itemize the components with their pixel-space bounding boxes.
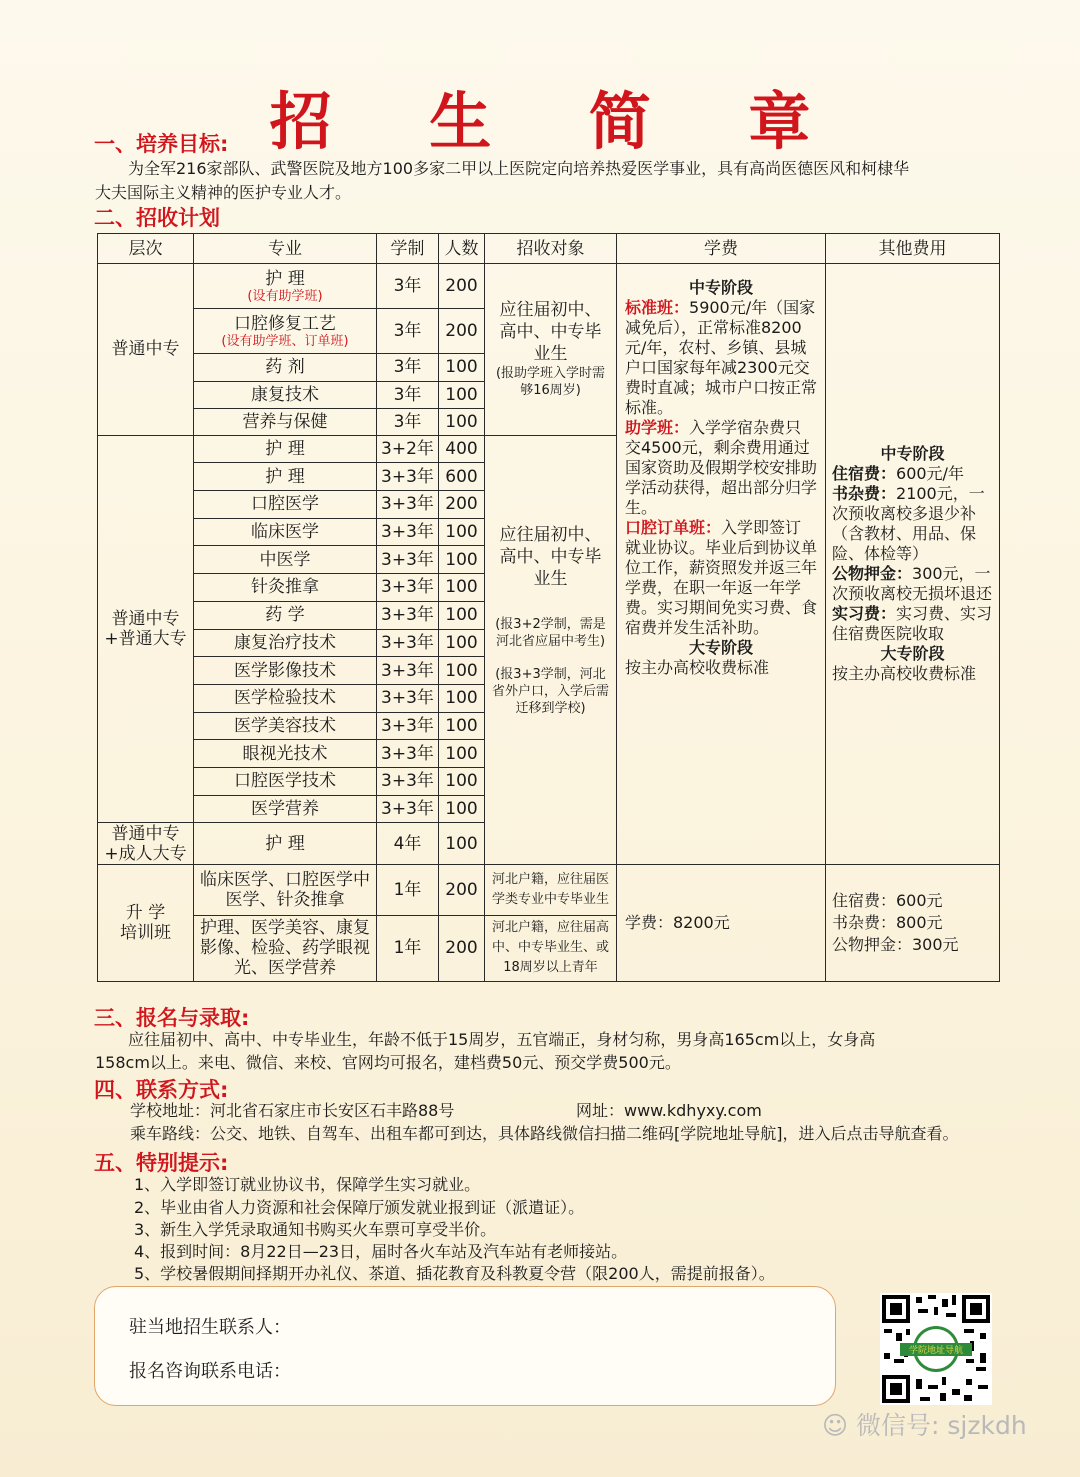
header-count: 人数	[439, 234, 485, 264]
count-cell: 100	[439, 629, 485, 657]
count-cell: 200	[439, 865, 485, 915]
major-cell: 医学美容技术	[194, 712, 377, 740]
college-tuition-text: 按主办高校收费标准	[625, 658, 770, 678]
years-cell: 3+3年	[377, 518, 439, 546]
training-room-fee: 住宿费：600元	[832, 891, 943, 911]
count-cell: 100	[439, 767, 485, 795]
page-title: 招 生 简 章	[269, 85, 849, 158]
count-cell: 100	[439, 408, 485, 435]
major-cell: 药 剂	[194, 354, 377, 381]
section-3-text-line2: 158cm以上。来电、微信、来校、官网均可报名，建档费50元、预交学费500元。	[95, 1053, 681, 1072]
books-fee-text: 2100元，一次预收离校多退少补（含教材、用品、保险、体检等）	[832, 484, 985, 564]
table-row	[98, 865, 1000, 915]
level-cell: 普通中专	[98, 264, 194, 436]
years-cell: 3+3年	[377, 740, 439, 768]
other-heading-college: 大专阶段	[880, 644, 945, 664]
major-cell: 康复治疗技术	[194, 629, 377, 657]
target-note-3plus3: (报3+3学制，河北省外户口，入学后需迁移到学校)	[491, 666, 609, 716]
count-cell: 100	[439, 381, 485, 408]
tip-item-3: 3、新生入学凭录取通知书购买火车票可享受半价。	[134, 1220, 497, 1239]
count-cell: 100	[439, 795, 485, 823]
wechat-icon: ☺	[822, 1411, 849, 1440]
years-cell: 3+3年	[377, 546, 439, 574]
years-cell: 3+3年	[377, 684, 439, 712]
major-cell	[194, 309, 377, 354]
major-cell: 医学营养	[194, 795, 377, 823]
major-cell: 护 理	[194, 823, 377, 865]
count-cell: 100	[439, 518, 485, 546]
years-cell: 3年	[377, 408, 439, 435]
count-cell: 100	[439, 354, 485, 381]
count-cell: 400	[439, 435, 485, 463]
count-cell: 600	[439, 463, 485, 491]
major-cell: 临床医学	[194, 518, 377, 546]
transport-route: 乘车路线：公交、地铁、自驾车、出租车都可到达，具体路线微信扫描二维码[学院地址导航]，进入后点击导航查看。	[130, 1124, 959, 1143]
other-fees-cell	[826, 264, 1000, 865]
table-header-row	[98, 234, 1000, 264]
major-name: 护 理	[265, 268, 305, 289]
header-target: 招收对象	[485, 234, 617, 264]
target-note-3plus2: (报3+2学制，需是河北省应届中考生)	[495, 616, 606, 649]
count-cell: 100	[439, 740, 485, 768]
aid-class-text: 入学学宿杂费只交4500元，剩余费用通过国家资助及假期学校安排助学活动获得，超出部分归学生。	[625, 418, 818, 518]
major-cell: 口腔医学	[194, 491, 377, 519]
intern-fee-label: 实习费：	[832, 604, 897, 624]
enrollment-plan-table	[97, 233, 1000, 982]
header-other-fees: 其他费用	[826, 234, 1000, 264]
count-cell: 100	[439, 684, 485, 712]
consult-phone-label: 报名咨询联系电话：	[129, 1361, 291, 1382]
aid-class-label: 助学班：	[625, 418, 690, 438]
years-cell: 3+3年	[377, 712, 439, 740]
tuition-cell	[617, 264, 826, 865]
count-cell: 200	[439, 264, 485, 309]
local-contact-box	[94, 1286, 836, 1406]
deposit-text: 300元，一次预收离校无损坏退还	[832, 564, 993, 604]
school-address: 学校地址：河北省石家庄市长安区石丰路88号	[130, 1101, 455, 1120]
years-cell: 3+3年	[377, 629, 439, 657]
years-cell: 3年	[377, 309, 439, 354]
years-cell: 3年	[377, 264, 439, 309]
books-fee-label: 书杂费：	[832, 484, 897, 504]
count-cell: 200	[439, 309, 485, 354]
major-cell: 眼视光技术	[194, 740, 377, 768]
college-other-text: 按主办高校收费标准	[832, 664, 977, 684]
tip-item-2: 2、毕业由省人力资源和社会保障厅颁发就业报到证（派遣证）。	[134, 1198, 585, 1217]
major-cell: 护 理	[194, 463, 377, 491]
count-cell: 100	[439, 574, 485, 602]
major-cell: 中医学	[194, 546, 377, 574]
years-cell: 3年	[377, 354, 439, 381]
count-cell: 200	[439, 491, 485, 519]
order-class-label: 口腔订单班：	[625, 518, 722, 538]
qr-caption: 学院地址导航	[908, 1346, 964, 1356]
qr-code-graphic	[880, 1293, 992, 1405]
major-cell: 护 理	[194, 435, 377, 463]
count-cell: 200	[439, 915, 485, 981]
header-major: 专业	[194, 234, 377, 264]
section-4-heading: 四、联系方式:	[94, 1078, 229, 1102]
standard-class-text: 5900元/年（国家减免后），正常标准8200元/年，农村、乡镇、县城户口国家每年减2300元交费时直减；城市户口按正常标准。	[625, 298, 818, 418]
major-cell: 医学检验技术	[194, 684, 377, 712]
major-cell: 针灸推拿	[194, 574, 377, 602]
school-website[interactable]: 网址：www.kdhyxy.com	[576, 1101, 762, 1120]
target-cell: 河北户籍，应往届医学类专业中专毕业生	[485, 865, 617, 915]
major-cell: 医学影像技术	[194, 657, 377, 685]
major-cell: 营养与保健	[194, 408, 377, 435]
tip-item-1: 1、入学即签订就业协议书，保障学生实习就业。	[134, 1175, 481, 1194]
major-cell: 药 学	[194, 601, 377, 629]
years-cell: 3+3年	[377, 463, 439, 491]
wechat-id: 微信号: sjzkdh	[856, 1411, 1027, 1440]
years-cell: 1年	[377, 915, 439, 981]
years-cell: 3+3年	[377, 795, 439, 823]
training-tuition-cell: 学费：8200元	[617, 865, 826, 982]
section-1-text-line2: 大夫国际主义精神的医护专业人才。	[95, 183, 352, 202]
section-3-heading: 三、报名与录取:	[94, 1006, 250, 1030]
other-heading-secondary: 中专阶段	[880, 444, 945, 464]
major-cell: 护理、医学美容、康复影像、检验、药学眼视光、医学营养	[194, 915, 377, 981]
tip-item-5: 5、学校暑假期间择期开办礼仪、茶道、插花教育及科教夏令营（限200人，需提前报备）。	[134, 1264, 775, 1283]
tip-item-4: 4、报到时间：8月22日—23日，届时各火车站及汽车站有老师接站。	[134, 1242, 628, 1261]
level-cell: 升 学 培训班	[98, 865, 194, 982]
wechat-watermark	[822, 1406, 1027, 1442]
section-1-text-line1: 为全军216家部队、武警医院及地方100多家二甲以上医院定向培养热爱医学事业，具有高尚医德医风和柯棣华	[128, 159, 910, 178]
order-class-text: 入学即签订就业协议。毕业后到协议单位工作，薪资照发并返三年学费，在职一年返一年学费。实习期间免实习费、食宿费并发生活补助。	[625, 518, 818, 638]
count-cell: 100	[439, 712, 485, 740]
years-cell: 3+3年	[377, 491, 439, 519]
section-3-text-line1: 应往届初中、高中、中专毕业生，年龄不低于15周岁，五官端正，身材匀称，男身高165cm以上，女身高	[128, 1030, 876, 1049]
major-note: (设有助学班、订单班)	[221, 333, 349, 349]
target-cell	[485, 264, 617, 436]
years-cell: 3+3年	[377, 657, 439, 685]
years-cell: 4年	[377, 823, 439, 865]
years-cell: 3+3年	[377, 767, 439, 795]
room-fee-text: 600元/年	[896, 464, 964, 484]
years-cell: 3年	[377, 381, 439, 408]
target-note: (报助学班入学时需够16周岁)	[495, 366, 606, 399]
target-cell: 河北户籍，应往届高中、中专毕业生、或18周岁以上青年	[485, 915, 617, 981]
count-cell: 100	[439, 657, 485, 685]
count-cell: 100	[439, 823, 485, 865]
section-2-heading: 二、招收计划	[94, 206, 220, 230]
tuition-heading-secondary: 中专阶段	[688, 278, 753, 298]
header-tuition: 学费	[617, 234, 826, 264]
target-main: 应往届初中、高中、中专毕业生	[499, 524, 602, 589]
section-1-heading: 一、培养目标:	[94, 132, 229, 156]
level-cell: 普通中专+普通大专	[98, 435, 194, 823]
major-cell: 临床医学、口腔医学中医学、针灸推拿	[194, 865, 377, 915]
years-cell: 1年	[377, 865, 439, 915]
years-cell: 3+2年	[377, 435, 439, 463]
years-cell: 3+3年	[377, 574, 439, 602]
target-cell	[485, 435, 617, 865]
section-5-heading: 五、特别提示:	[94, 1151, 229, 1175]
header-level: 层次	[98, 234, 194, 264]
tuition-heading-college: 大专阶段	[688, 638, 753, 658]
training-deposit: 公物押金：300元	[832, 935, 959, 955]
training-books-fee: 书杂费：800元	[832, 913, 943, 933]
local-contact-label: 驻当地招生联系人：	[129, 1317, 291, 1338]
standard-class-label: 标准班：	[625, 298, 690, 318]
count-cell: 100	[439, 546, 485, 574]
major-cell	[194, 264, 377, 309]
training-other-fees-cell	[826, 865, 1000, 982]
major-cell: 康复技术	[194, 381, 377, 408]
level-cell: 普通中专+成人大专	[98, 823, 194, 865]
room-fee-label: 住宿费：	[832, 464, 897, 484]
target-main: 应往届初中、高中、中专毕业生	[499, 300, 602, 365]
major-note: (设有助学班)	[247, 288, 323, 304]
qr-code[interactable]	[880, 1293, 992, 1405]
deposit-label: 公物押金：	[832, 564, 913, 584]
header-years: 学制	[377, 234, 439, 264]
major-cell: 口腔医学技术	[194, 767, 377, 795]
years-cell: 3+3年	[377, 601, 439, 629]
table-row	[98, 264, 1000, 309]
count-cell: 100	[439, 601, 485, 629]
major-name: 口腔修复工艺	[234, 313, 336, 334]
intern-fee-text: 实习费、实习住宿费医院收取	[832, 604, 993, 644]
